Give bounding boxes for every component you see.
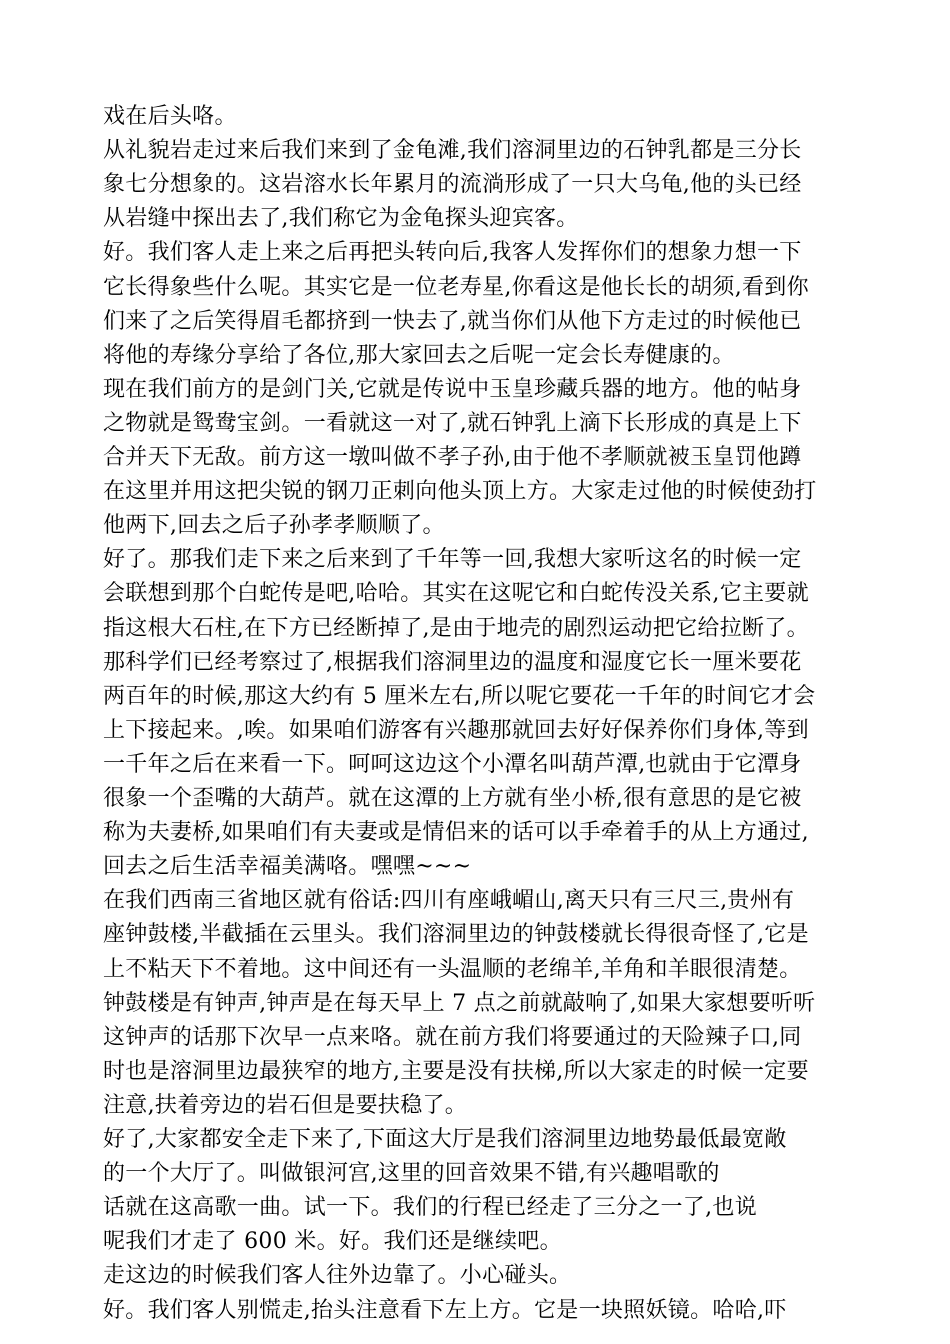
text-line: 呢我们才走了 600 米。好。我们还是继续吧。 [103,1229,562,1254]
text-line: 之物就是鸳鸯宝剑。一看就这一对了,就石钟乳上滴下长形成的真是上下 [103,411,802,436]
text-line: 走这边的时候我们客人往外边靠了。小心碰头。 [103,1263,572,1288]
text-line: 象七分想象的。这岩溶水长年累月的流淌形成了一只大乌龟,他的头已经 [103,172,802,197]
text-line: 上不粘天下不着地。这中间还有一头温顺的老绵羊,羊角和羊眼很清楚。 [103,957,802,982]
text-line: 回去之后生活幸福美满咯。嘿嘿~~~ [103,854,472,879]
text-line: 时也是溶洞里边最狭窄的地方,主要是没有扶梯,所以大家走的时候一定要 [103,1059,809,1084]
text-line: 称为夫妻桥,如果咱们有夫妻或是情侣来的话可以手牵着手的从上方通过, [103,820,809,845]
text-line: 一千年之后在来看一下。呵呵这边这个小潭名叫葫芦潭,也就由于它潭身 [103,752,802,777]
text-line: 在我们西南三省地区就有俗话:四川有座峨嵋山,离天只有三尺三,贵州有 [103,888,795,913]
text-line: 在这里并用这把尖锐的钢刀正刺向他头顶上方。大家走过他的时候使劲打 [103,479,817,504]
text-line: 上下接起来。,唉。如果咱们游客有兴趣那就回去好好保养你们身体,等到 [103,718,809,743]
text-line: 它长得象些什么呢。其实它是一位老寿星,你看这是他长长的胡须,看到你 [103,275,809,300]
text-line: 戏在后头咯。 [103,104,237,129]
text-line: 从岩缝中探出去了,我们称它为金龟探头迎宾客。 [103,206,579,231]
text-line: 他两下,回去之后子孙孝孝顺顺了。 [103,513,445,538]
text-line: 会联想到那个白蛇传是吧,哈哈。其实在这呢它和白蛇传没关系,它主要就 [103,581,809,606]
text-line: 两百年的时候,那这大约有 5 厘米左右,所以呢它要花一千年的时间它才会 [103,684,816,709]
text-line: 的一个大厅了。叫做银河宫,这里的回音效果不错,有兴趣唱歌的 [103,1161,720,1186]
text-line: 们来了之后笑得眉毛都挤到一快去了,就当你们从他下方走过的时候他已 [103,309,802,334]
text-line: 好。我们客人别慌走,抬头注意看下左上方。它是一块照妖镜。哈哈,吓 [103,1298,787,1323]
text-line: 现在我们前方的是剑门关,它就是传说中玉皇珍藏兵器的地方。他的帖身 [103,377,802,402]
text-line: 好了。那我们走下来之后来到了千年等一回,我想大家听这名的时候一定 [103,547,802,572]
text-line: 指这根大石柱,在下方已经断掉了,是由于地壳的剧烈运动把它给拉断了。 [103,616,809,641]
text-line: 合并天下无敌。前方这一墩叫做不孝子孙,由于他不孝顺就被玉皇罚他蹲 [103,445,802,470]
text-line: 这钟声的话那下次早一点来咯。就在前方我们将要通过的天险辣子口,同 [103,1025,802,1050]
text-line: 那科学们已经考察过了,根据我们溶洞里边的温度和湿度它长一厘米要花 [103,650,802,675]
text-line: 将他的寿缘分享给了各位,那大家回去之后呢一定会长寿健康的。 [103,343,735,368]
text-line: 很象一个歪嘴的大葫芦。就在这潭的上方就有坐小桥,很有意思的是它被 [103,786,802,811]
text-line: 钟鼓楼是有钟声,钟声是在每天早上 7 点之前就敲响了,如果大家想要听听 [103,991,816,1016]
text-line: 注意,扶着旁边的岩石但是要扶稳了。 [103,1093,468,1118]
text-line: 好。我们客人走上来之后再把头转向后,我客人发挥你们的想象力想一下 [103,240,802,265]
text-line: 座钟鼓楼,半截插在云里头。我们溶洞里边的钟鼓楼就长得很奇怪了,它是 [103,922,809,947]
text-line: 好了,大家都安全走下来了,下面这大厅是我们溶洞里边地势最低最宽敞 [103,1127,787,1152]
text-line: 从礼貌岩走过来后我们来到了金龟滩,我们溶洞里边的石钟乳都是三分长 [103,138,802,163]
text-line: 话就在这高歌一曲。试一下。我们的行程已经走了三分之一了,也说 [103,1195,757,1220]
